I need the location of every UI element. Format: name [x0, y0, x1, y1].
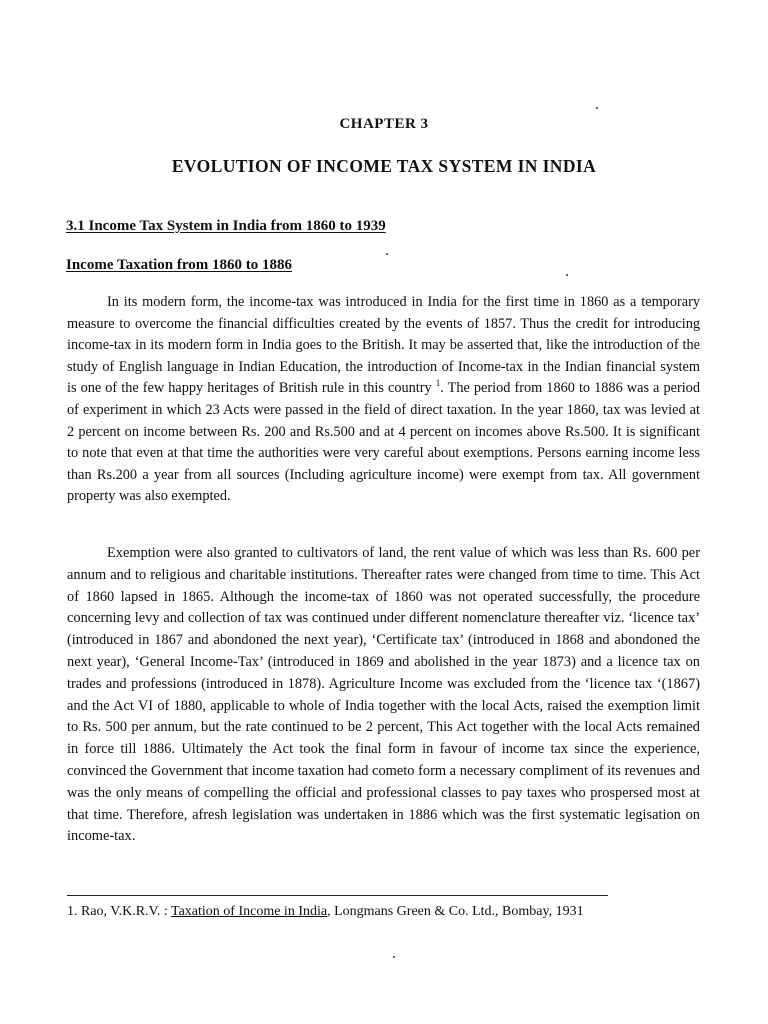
paragraph-1-text-a: In its modern form, the income-tax was introduced in India for the first time in 1860 as a temporary measure to overcome the financial difficulties created by the events of 1857. Thus the credit for introducing income-tax in its modern form in India goes to the British. It may be asserted that, like the introduction of the study of English language in Indian Education, the introduction of Income-tax in the Indian financial system is one of the few happy heritages of British rule in this country [67, 294, 700, 397]
footnote-number: 1. [67, 904, 78, 919]
chapter-label: CHAPTER 3 [339, 116, 429, 132]
scan-speck [566, 274, 568, 276]
paragraph-1-text-b: . The period from 1860 to 1886 was a period of experiment in which 23 Acts were passed in the field of direct taxation. In the year 1860, tax was levied at 2 percent on income between Rs. 200 and Rs.500 and at 4 percent on incomes above Rs.500. It is significant to note that even at that time the authorities were very careful about exemptions. Persons earning income less than Rs.200 a year from all sources (Including agriculture income) were exempt from tax. All government property was also exempted. [67, 380, 700, 505]
chapter-title: EVOLUTION OF INCOME TAX SYSTEM IN INDIA [171, 156, 597, 176]
footnote [67, 904, 584, 920]
footnote-divider [67, 895, 608, 896]
footnote-publisher: , Longmans Green & Co. Ltd., Bombay, 1931 [327, 904, 584, 919]
footnote-reference: 1 [435, 378, 441, 389]
scan-speck [386, 253, 388, 255]
scan-speck [596, 107, 598, 109]
section-heading: 3.1 Income Tax System in India from 1860 to 1939 [66, 218, 386, 234]
paragraph-1 [67, 292, 700, 508]
scan-speck [393, 956, 395, 958]
footnote-book-title: Taxation of Income in India [171, 904, 328, 919]
footnote-author: Rao, V.K.R.V. : [81, 904, 171, 919]
subsection-heading: Income Taxation from 1860 to 1886 [66, 257, 292, 273]
paragraph-2: Exemption were also granted to cultivators of land, the rent value of which was less than Rs. 600 per annum and to religious and charitable institutions. Thereafter rates were changed from time to time. This Act of 1860 lapsed in 1865. Although the income-tax of 1860 was not operated successfully, the procedure concerning levy and collection of tax was continued under different nomenclature thereafter viz. ‘licence tax’ (introduced in 1867 and abondoned the next year), ‘Certificate tax’ (introduced in 1868 and abondoned the next year), ‘General Income-Tax’ (introduced in 1869 and abolished in the year 1873) and a licence tax on trades and professions (introduced in 1878). Agriculture Income was excluded from the ‘licence tax ‘(1867) and the Act VI of 1880, applicable to whole of India together with the local Acts, raised the exemption limit to Rs. 500 per annum, but the rate continued to be 2 percent, This Act together with the local Acts remained in force till 1886. Ultimately the Act took the final form in favour of income tax since the experience, convinced the Government that income taxation had cometo form a necessary compliment of its revenues and was the only means of compelling the official and professional classes to pay taxes who prospersed most at that time. Therefore, afresh legislation was undertaken in 1886 which was the first systematic legisation on income-tax. [67, 545, 700, 845]
